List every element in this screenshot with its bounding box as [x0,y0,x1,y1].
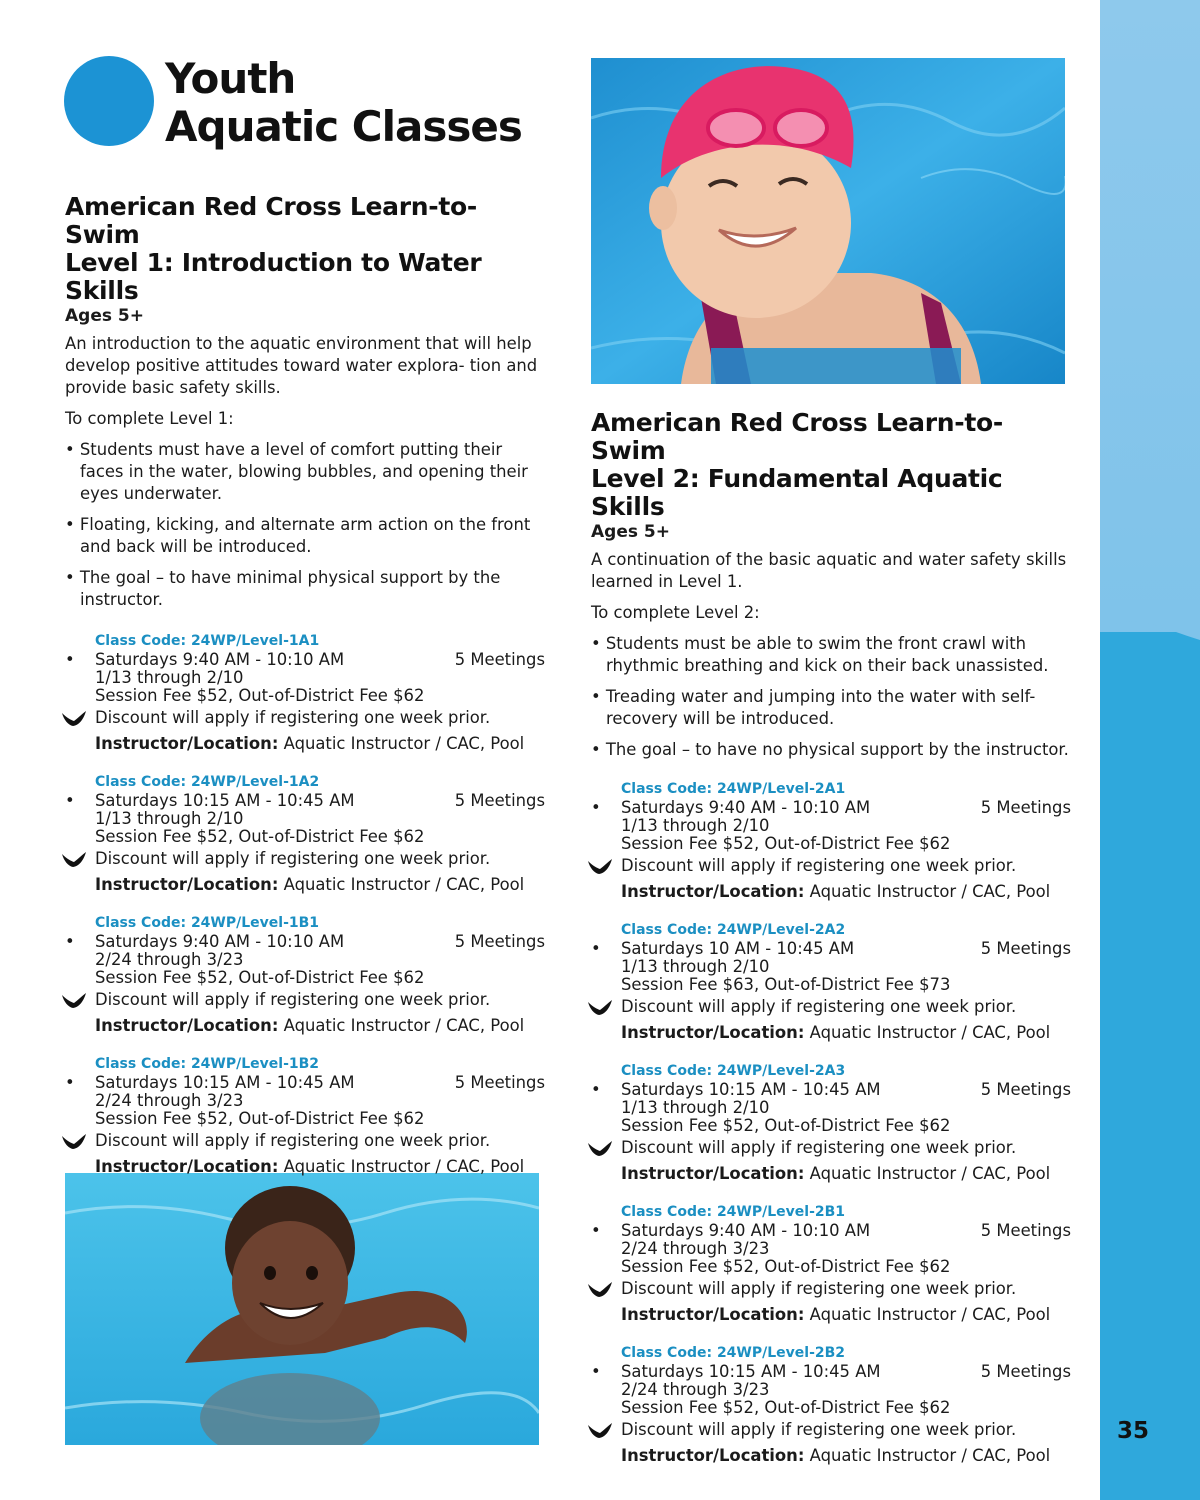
discount-text: Discount will apply if registering one week prior. [621,1279,1017,1298]
discount-bird-icon [587,1281,613,1299]
session-fee: Session Fee $52, Out-of-District Fee $62 [621,834,951,853]
session-fee: Session Fee $63, Out-of-District Fee $73 [621,975,951,994]
session-dates: 1/13 through 2/10 [621,816,770,835]
discount-text: Discount will apply if registering one week prior. [621,997,1017,1016]
level2-complete-heading: To complete Level 2: [591,603,760,622]
level1-bullet: • The goal – to have minimal physical support by the instructor. [65,568,501,609]
bullet-dot: • [591,939,601,958]
session-meetings: 5 Meetings [454,650,545,669]
sidebar-band-light [1100,0,1200,632]
session-fee: Session Fee $52, Out-of-District Fee $62 [95,1109,425,1128]
session-meetings: 5 Meetings [980,1080,1071,1099]
discount-bird-icon [587,1140,613,1158]
discount-note [591,855,1071,877]
discount-text: Discount will apply if registering one week prior. [95,1131,491,1150]
level2-description: A continuation of the basic aquatic and water safety skills learned in Level 1. [591,550,1067,591]
bullet-dot: • [591,1362,601,1381]
discount-note [65,707,545,729]
session-time: Saturdays 10:15 AM - 10:45 AM [621,1362,881,1381]
session-meetings: 5 Meetings [980,798,1071,817]
session-time-row [591,1222,1071,1240]
discount-note [65,989,545,1011]
level1-section [65,193,545,1195]
instructor-value: Aquatic Instructor / CAC, Pool [809,1305,1051,1324]
session-meetings: 5 Meetings [980,939,1071,958]
instructor-value: Aquatic Instructor / CAC, Pool [283,1016,525,1035]
session-time-row [591,940,1071,958]
discount-bird-icon [587,858,613,876]
instructor-value: Aquatic Instructor / CAC, Pool [283,734,525,753]
session-dates: 2/24 through 3/23 [95,1091,244,1110]
bullet-dot: • [65,932,75,951]
instructor-location [591,1445,1071,1467]
session-block [65,1054,545,1178]
class-code: Class Code: 24WP/Level-2B1 [621,1204,846,1220]
level1-ages: Ages 5+ [65,306,144,326]
discount-note [591,1419,1071,1441]
level2-title-line2: Level 2: Fundamental Aquatic Skills [591,464,1003,521]
session-time: Saturdays 10 AM - 10:45 AM [621,939,855,958]
session-fee: Session Fee $52, Out-of-District Fee $62 [621,1257,951,1276]
discount-text: Discount will apply if registering one week prior. [621,1138,1017,1157]
instructor-label: Instructor/Location: [95,875,279,894]
instructor-label: Instructor/Location: [621,1023,805,1042]
instructor-value: Aquatic Instructor / CAC, Pool [809,1023,1051,1042]
bullet-dot: • [65,650,75,669]
bullet-dot: • [591,1080,601,1099]
level1-complete-heading: To complete Level 1: [65,409,234,428]
session-meetings: 5 Meetings [454,1073,545,1092]
bullet-dot: • [65,1073,75,1092]
level2-bullet: • The goal – to have no physical support by the instructor. [591,740,1069,759]
class-code: Class Code: 24WP/Level-2A1 [621,781,846,797]
discount-bird-icon [61,1133,87,1151]
class-code: Class Code: 24WP/Level-1B2 [95,1056,320,1072]
discount-bird-icon [61,992,87,1010]
discount-note [591,996,1071,1018]
class-code: Class Code: 24WP/Level-1B1 [95,915,320,931]
discount-note [65,1130,545,1152]
discount-bird-icon [61,710,87,728]
instructor-label: Instructor/Location: [621,882,805,901]
session-dates: 2/24 through 3/23 [95,950,244,969]
session-block [65,913,545,1037]
instructor-value: Aquatic Instructor / CAC, Pool [283,1157,525,1176]
session-time-row [591,1363,1071,1381]
session-block [65,772,545,896]
level1-description: An introduction to the aquatic environment that will help develop positive attitudes toward water explora- tion and provide basic safety skills. [65,334,538,397]
level2-bullet: • Treading water and jumping into the water with self- recovery will be introduced. [591,687,1036,728]
page-title-line2: Aquatic Classes [165,102,522,151]
session-fee: Session Fee $52, Out-of-District Fee $62 [95,968,425,987]
level1-sessions [65,631,545,1178]
session-time: Saturdays 10:15 AM - 10:45 AM [621,1080,881,1099]
instructor-label: Instructor/Location: [95,734,279,753]
level1-title-line2: Level 1: Introduction to Water Skills [65,248,482,305]
discount-text: Discount will apply if registering one week prior. [95,990,491,1009]
discount-note [591,1137,1071,1159]
session-block [65,631,545,755]
session-block [591,920,1071,1044]
level1-bullet: • Students must have a level of comfort putting their faces in the water, blowing bubbles, and opening their eyes underwater. [65,440,528,503]
sidebar-wave [1100,600,1200,660]
discount-text: Discount will apply if registering one week prior. [621,1420,1017,1439]
discount-note [591,1278,1071,1300]
session-block [591,779,1071,903]
instructor-label: Instructor/Location: [621,1446,805,1465]
discount-bird-icon [587,1422,613,1440]
section-circle-icon [64,56,154,146]
session-dates: 1/13 through 2/10 [95,809,244,828]
level2-sessions [591,779,1071,1467]
instructor-label: Instructor/Location: [621,1305,805,1324]
page-title [165,55,522,151]
page-title-line1: Youth [165,54,296,103]
page-number: 35 [1116,1418,1149,1444]
instructor-value: Aquatic Instructor / CAC, Pool [809,1164,1051,1183]
discount-text: Discount will apply if registering one week prior. [95,708,491,727]
instructor-label: Instructor/Location: [621,1164,805,1183]
level1-title-line1: American Red Cross Learn-to-Swim [65,192,477,249]
instructor-location [65,874,545,896]
instructor-value: Aquatic Instructor / CAC, Pool [283,875,525,894]
instructor-location [591,1022,1071,1044]
level2-ages: Ages 5+ [591,522,670,542]
bullet-dot: • [591,798,601,817]
photo-boy-swimming [65,1173,539,1445]
session-time: Saturdays 10:15 AM - 10:45 AM [95,1073,355,1092]
class-code: Class Code: 24WP/Level-1A1 [95,633,320,649]
session-fee: Session Fee $52, Out-of-District Fee $62 [621,1116,951,1135]
session-dates: 2/24 through 3/23 [621,1380,770,1399]
session-time-row [65,651,545,669]
session-time-row [65,933,545,951]
level2-title-line1: American Red Cross Learn-to-Swim [591,408,1003,465]
bullet-dot: • [65,791,75,810]
instructor-location [65,1015,545,1037]
session-dates: 2/24 through 3/23 [621,1239,770,1258]
photo-girl-swimming [591,58,1065,384]
session-block [591,1202,1071,1326]
session-dates: 1/13 through 2/10 [621,957,770,976]
session-time-row [65,1074,545,1092]
session-dates: 1/13 through 2/10 [621,1098,770,1117]
instructor-label: Instructor/Location: [95,1157,279,1176]
discount-text: Discount will apply if registering one week prior. [95,849,491,868]
level2-title [591,409,1071,521]
session-time: Saturdays 9:40 AM - 10:10 AM [621,798,871,817]
session-meetings: 5 Meetings [454,932,545,951]
session-time-row [591,1081,1071,1099]
class-code: Class Code: 24WP/Level-2A3 [621,1063,846,1079]
session-time: Saturdays 9:40 AM - 10:10 AM [95,932,345,951]
session-block [591,1061,1071,1185]
bullet-dot: • [591,1221,601,1240]
discount-text: Discount will apply if registering one week prior. [621,856,1017,875]
session-meetings: 5 Meetings [454,791,545,810]
level2-bullet: • Students must be able to swim the front crawl with rhythmic breathing and kick on their back unassisted. [591,634,1049,675]
session-time: Saturdays 10:15 AM - 10:45 AM [95,791,355,810]
level1-title [65,193,545,305]
session-meetings: 5 Meetings [980,1221,1071,1240]
instructor-value: Aquatic Instructor / CAC, Pool [809,882,1051,901]
session-dates: 1/13 through 2/10 [95,668,244,687]
session-fee: Session Fee $52, Out-of-District Fee $62 [95,686,425,705]
instructor-location [65,1156,545,1178]
session-fee: Session Fee $52, Out-of-District Fee $62 [621,1398,951,1417]
session-meetings: 5 Meetings [980,1362,1071,1381]
session-time-row [65,792,545,810]
level2-section [591,409,1071,1484]
instructor-label: Instructor/Location: [95,1016,279,1035]
level1-bullet: • Floating, kicking, and alternate arm action on the front and back will be introduced. [65,515,531,556]
discount-note [65,848,545,870]
class-code: Class Code: 24WP/Level-2B2 [621,1345,846,1361]
instructor-location [591,881,1071,903]
discount-bird-icon [587,999,613,1017]
session-time: Saturdays 9:40 AM - 10:10 AM [95,650,345,669]
instructor-location [591,1163,1071,1185]
sidebar-band [1100,0,1200,1500]
class-code: Class Code: 24WP/Level-2A2 [621,922,846,938]
discount-bird-icon [61,851,87,869]
session-fee: Session Fee $52, Out-of-District Fee $62 [95,827,425,846]
instructor-location [591,1304,1071,1326]
session-time: Saturdays 9:40 AM - 10:10 AM [621,1221,871,1240]
session-time-row [591,799,1071,817]
instructor-location [65,733,545,755]
session-block [591,1343,1071,1467]
class-code: Class Code: 24WP/Level-1A2 [95,774,320,790]
instructor-value: Aquatic Instructor / CAC, Pool [809,1446,1051,1465]
